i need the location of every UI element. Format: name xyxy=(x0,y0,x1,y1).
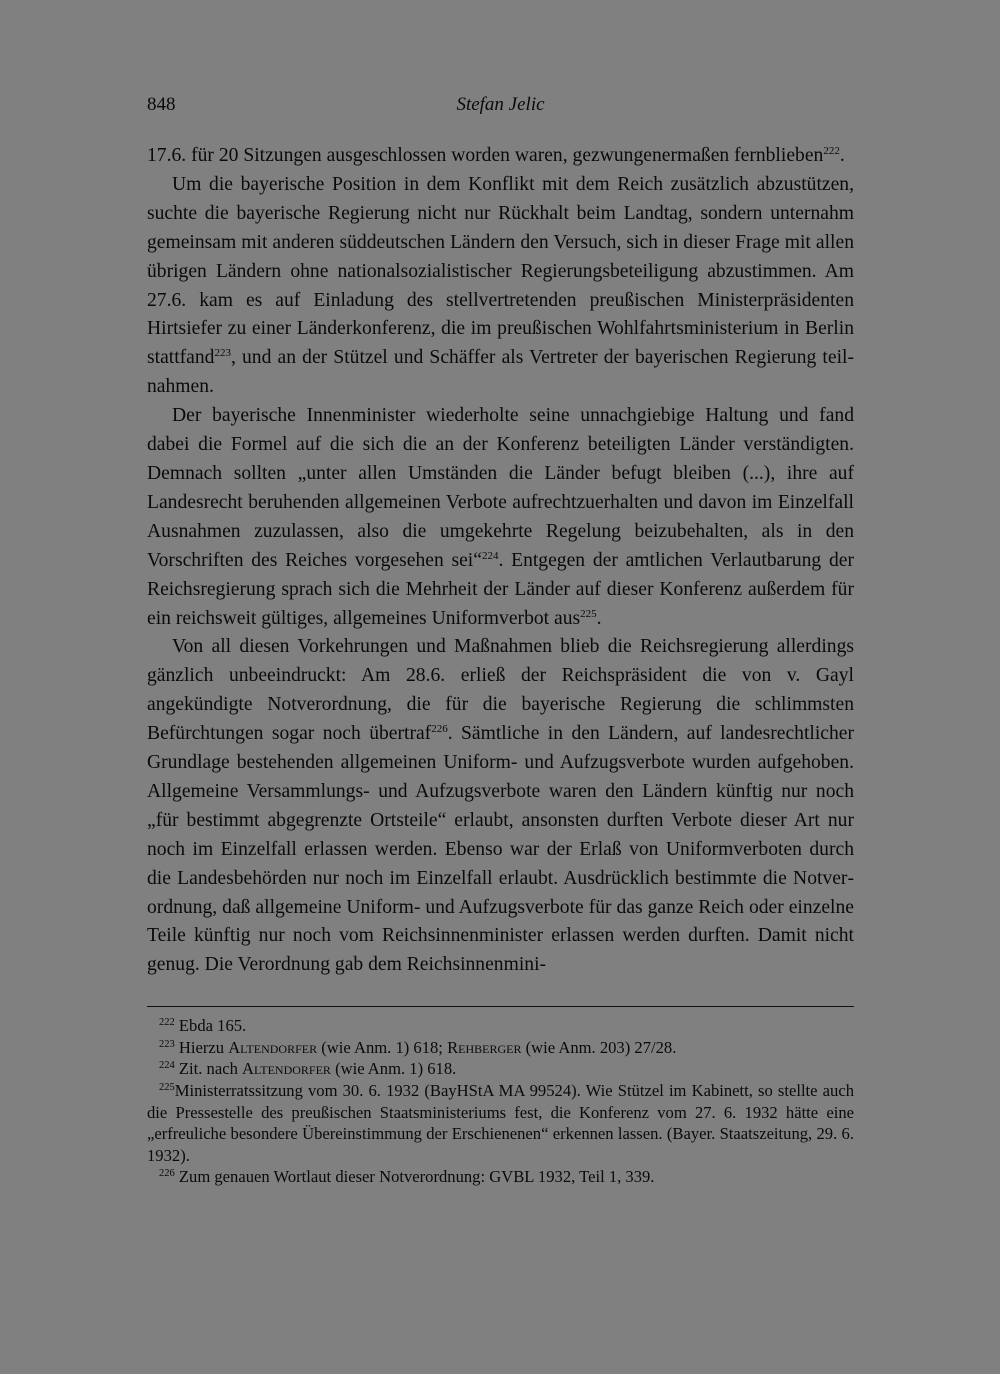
paragraph-2 xyxy=(147,171,854,402)
paragraph-text: . xyxy=(596,607,602,629)
paragraph-1 xyxy=(147,142,854,171)
footnote-text: Zum genauen Wortlaut dieser Notverordnung: GVBL 1932, Teil 1, 339. xyxy=(174,1167,655,1187)
footnote-text: Ebda 165. xyxy=(174,1016,247,1036)
paragraph-text: Der bayerische Innenminister wiederholte seine unnachgiebige Haltung und fand dabei die Formel auf die sich die an der Konferenz beteiligten Länder verständigten. Demnach sollten „unter allen Umständen die Länder befugt bleiben (...), ihre auf Landesrecht beruhenden allgemeinen Verbote aufrechtzuerhalten und davon im Einzelfall Ausnahmen zuzulassen, also die umgekehrte Regelung beizubehalten, als in den Vorschriften des Reiches vorgesehen sei“ xyxy=(147,405,854,571)
footnote-text: Zit. nach xyxy=(174,1059,243,1079)
footnote-225 xyxy=(147,1080,854,1166)
footnote-ref-226[interactable]: 226 xyxy=(431,723,448,736)
cited-author: Altendorfer xyxy=(242,1059,331,1079)
paragraph-text: Von all diesen Vorkehrungen und Maßnahmen blieb die Reichsregierung allerdings gänzlich unbeeindruckt: Am 28.6. erließ der Reichspräsident die von v. Gayl angekündigte Notverordnung, die für die bayerische Regierung die schlimmsten Befürchtungen sogar noch übertraf xyxy=(147,636,854,745)
running-head-author: Stefan Jelic xyxy=(456,94,545,115)
paragraph-text: Um die bayerische Position in dem Konflikt mit dem Reich zusätzlich abzustützen, suchte die bayerische Regierung nicht nur Rückhalt beim Landtag, sondern unternahm gemeinsam mit anderen süddeutschen Ländern den Versuch, sich in dieser Frage mit allen übrigen Ländern ohne nationalsozialistischer Regierungsbeteiligung abzustimmen. Am 27.6. kam es auf Einladung des stellvertretenden preußischen Ministerpräsidenten Hirtsiefer zu einer Länderkonferenz, die im preußischen Wohlfahrtsministerium in Berlin stattfand xyxy=(147,173,854,369)
footnote-number: 225 xyxy=(159,1082,175,1094)
page-number: 848 xyxy=(147,94,176,115)
footnote-ref-222[interactable]: 222 xyxy=(823,145,840,157)
footnote-number: 223 xyxy=(159,1038,175,1050)
footnote-ref-225[interactable]: 225 xyxy=(580,607,597,620)
footnote-ref-224[interactable]: 224 xyxy=(481,549,499,562)
paragraph-4 xyxy=(147,633,854,980)
footnote-text: (wie Anm. 1) 618; xyxy=(317,1037,448,1057)
footnote-223 xyxy=(147,1037,854,1059)
paragraph-text: 17.6. für 20 Sitzungen ausgeschlossen worden waren, gezwungenermaßen fernblieben xyxy=(147,145,824,166)
footnote-text: (wie Anm. 203) 27/28. xyxy=(521,1037,677,1057)
book-page xyxy=(147,90,854,1188)
footnote-222 xyxy=(147,1015,854,1037)
paragraph-text: . xyxy=(839,145,845,166)
paragraph-text: . Sämtliche in den Ländern, auf landesrechtlicher Grundlage bestehenden allgemeinen Uniform- und Aufzugsverbote wurden aufgehoben. Allgemeine Versammlungs- und Aufzugsverbote waren den Ländern künftig nur noch „für bestimmt abgegrenzte Ortsteile“ erlaubt, ansonsten durften Verbote dieser Art nur noch im Einzelfall erlassen werden. Ebenso war der Erlaß von Uniformverboten durch die Landesbehörden nur noch im Einzelfall erlaubt. Ausdrücklich bestimmte die Notverordnung, daß allgemeine Uniform- und Aufzugsverbote für das ganze Reich oder einzelne Teile künftig nur noch vom Reichsinnenminister erlassen werden durften. Damit nicht genug. Die Verordnung gab dem Reichsinnenmini- xyxy=(147,723,854,976)
footnote-text: Hierzu xyxy=(174,1037,229,1057)
paragraph-text: , und an der Stützel und Schäffer als Vertreter der bayerischen Regierung teilnahmen. xyxy=(147,347,854,398)
footnote-224 xyxy=(147,1058,854,1080)
running-head xyxy=(147,90,854,120)
footnote-ref-223[interactable]: 223 xyxy=(214,347,231,360)
body-text xyxy=(147,142,854,980)
footnotes xyxy=(147,1015,854,1188)
cited-author: Rehberger xyxy=(447,1037,522,1057)
footnote-number: 226 xyxy=(159,1168,175,1180)
paragraph-text: . Entgegen der amtlichen Verlautbarung der Reichsregierung sprach sich die Mehrheit der Länder auf dieser Konferenz außerdem für ein reichsweit gültiges, allgemeines Uniformverbot aus xyxy=(147,549,854,629)
footnote-text: (wie Anm. 1) 618. xyxy=(330,1059,457,1079)
paragraph-3 xyxy=(147,402,854,633)
footnote-text: Ministerratssitzung vom 30. 6. 1932 (BayHStA MA 99524). Wie Stützel im Kabinett, so stellte auch die Pressestelle des preußischen Staatsministeriums fest, die Konferenz vom 27. 6. 1932 hätte eine „erfreuliche besondere Übereinstimmung der Erschienenen“ erkennen lassen. (Bayer. Staatszeitung, 29. 6. 1932). xyxy=(147,1081,854,1165)
footnote-226 xyxy=(147,1166,854,1188)
footnote-divider xyxy=(147,1006,854,1007)
cited-author: Altendorfer xyxy=(228,1037,318,1057)
footnote-number: 224 xyxy=(159,1060,175,1072)
footnote-number: 222 xyxy=(159,1017,175,1029)
